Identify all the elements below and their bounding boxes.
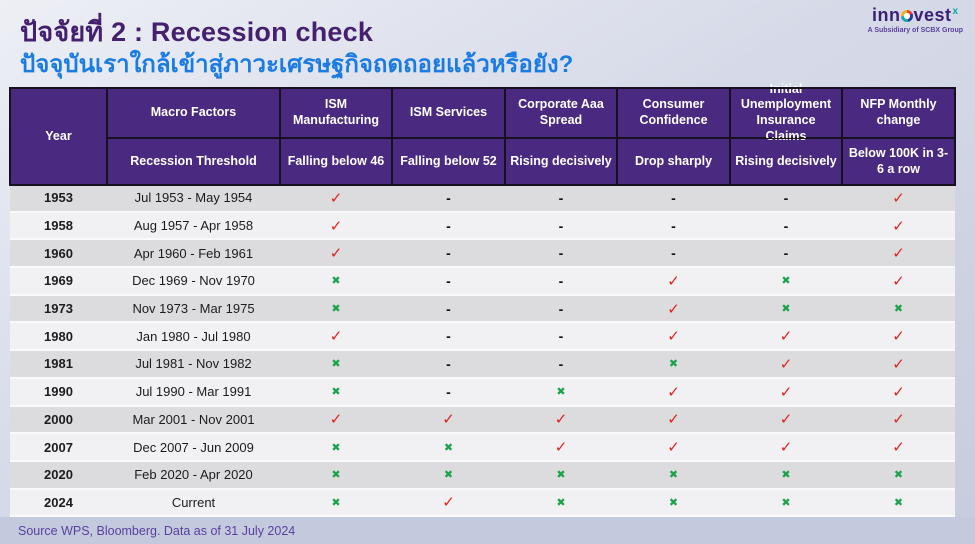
- page-title: ปัจจัยที่ 2 : Recession check: [20, 17, 374, 47]
- period-cell: Jul 1953 - May 1954: [134, 190, 253, 206]
- check-icon: ✓: [329, 189, 343, 207]
- check-icon: ✓: [779, 411, 793, 429]
- dash-icon: -: [558, 328, 564, 345]
- dash-icon: -: [558, 217, 564, 234]
- dash-icon: -: [558, 272, 564, 289]
- table-row: [10, 434, 955, 462]
- dash-icon: -: [446, 217, 451, 234]
- check-icon: ✓: [667, 411, 680, 429]
- footer-bar: [0, 517, 975, 544]
- check-icon: ✓: [779, 383, 793, 401]
- check-icon: ✓: [892, 272, 905, 290]
- table-row: [10, 462, 955, 490]
- header-year: Year: [10, 88, 107, 185]
- table-row: [10, 407, 955, 435]
- table-body: [10, 185, 955, 517]
- dash-icon: -: [446, 300, 451, 317]
- check-icon: ✓: [779, 328, 793, 346]
- year-cell: 2000: [44, 411, 73, 427]
- dash-icon: -: [446, 189, 451, 206]
- period-cell: Dec 2007 - Jun 2009: [133, 439, 254, 455]
- logo-tagline: A Subsidiary of SCBX Group: [867, 26, 963, 34]
- period-cell: Nov 1973 - Mar 1975: [132, 301, 255, 317]
- check-icon: ✓: [892, 383, 905, 401]
- cross-icon: ✖: [331, 469, 341, 482]
- header-factor-initial-claims: Initial Unemployment Insurance Claims: [730, 88, 842, 138]
- cross-icon: ✖: [893, 469, 904, 482]
- cross-icon: ✖: [443, 469, 454, 482]
- cross-icon: ✖: [331, 496, 341, 509]
- logo-o-icon: [901, 10, 913, 22]
- check-icon: ✓: [667, 439, 680, 457]
- cross-icon: ✖: [556, 496, 566, 509]
- check-icon: ✓: [892, 411, 905, 429]
- dash-icon: -: [446, 383, 451, 400]
- table-row: [10, 490, 955, 518]
- cross-icon: ✖: [331, 441, 341, 454]
- table-row: [10, 323, 955, 351]
- period-cell: Current: [171, 494, 216, 510]
- dash-icon: -: [671, 245, 676, 262]
- period-cell: Jul 1981 - Nov 1982: [135, 356, 252, 372]
- logo-text-suffix: vest: [913, 5, 952, 25]
- recession-check-table: [10, 81, 955, 517]
- check-icon: ✓: [892, 439, 905, 457]
- dash-icon: -: [446, 272, 451, 289]
- year-cell: 1973: [44, 301, 73, 317]
- check-icon: ✓: [892, 245, 905, 263]
- check-icon: ✓: [667, 272, 680, 290]
- cross-icon: ✖: [893, 496, 904, 509]
- header-threshold-macro: Recession Threshold: [107, 138, 280, 185]
- header-threshold-corporate-aaa-spread: Rising decisively: [505, 138, 617, 185]
- table-header: [10, 81, 955, 185]
- check-icon: ✓: [892, 189, 905, 207]
- header-threshold-initial-claims: Rising decisively: [730, 138, 842, 185]
- dash-icon: -: [558, 245, 564, 262]
- cross-icon: ✖: [331, 275, 341, 288]
- page-subtitle: ปัจจุบันเราใกล้เข้าสู่ภาวะเศรษฐกิจถดถอยแล้วหรือยัง?: [20, 51, 574, 78]
- dash-icon: -: [783, 189, 789, 206]
- check-icon: ✓: [442, 411, 455, 429]
- year-cell: 1960: [44, 245, 73, 261]
- year-cell: 1980: [44, 328, 73, 344]
- header-threshold-ism-manufacturing: Falling below 46: [280, 138, 392, 185]
- year-cell: 1969: [44, 273, 73, 289]
- period-cell: Apr 1960 - Feb 1961: [133, 245, 254, 261]
- header-factor-nfp-monthly-change: NFP Monthly change: [842, 88, 955, 138]
- dash-icon: -: [558, 300, 564, 317]
- header-factor-ism-manufacturing: ISM Manufacturing: [280, 88, 392, 138]
- period-cell: Dec 1969 - Nov 1970: [132, 273, 255, 289]
- year-cell: 1958: [44, 218, 73, 234]
- table-row: [10, 240, 955, 268]
- table-row: [10, 213, 955, 241]
- check-icon: ✓: [892, 217, 905, 235]
- header-threshold-ism-services: Falling below 52: [392, 138, 505, 185]
- logo-superscript: x: [952, 6, 959, 17]
- check-icon: ✓: [892, 355, 905, 373]
- check-icon: ✓: [667, 300, 680, 318]
- dash-icon: -: [671, 189, 676, 206]
- header-factor-macro: Macro Factors: [107, 88, 280, 138]
- table-row: [10, 296, 955, 324]
- cross-icon: ✖: [668, 496, 679, 509]
- period-cell: Mar 2001 - Nov 2001: [132, 411, 255, 427]
- check-icon: ✓: [442, 494, 455, 512]
- cross-icon: ✖: [443, 441, 454, 454]
- logo-wordmark: [868, 6, 963, 26]
- innovest-logo: [868, 6, 963, 34]
- dash-icon: -: [558, 355, 564, 372]
- header-factor-corporate-aaa-spread: Corporate Aaa Spread: [505, 88, 617, 138]
- check-icon: ✓: [329, 411, 343, 429]
- dash-icon: -: [671, 217, 676, 234]
- check-icon: ✓: [779, 355, 793, 373]
- header-factor-ism-services: ISM Services: [392, 88, 505, 138]
- logo-text-prefix: inn: [871, 5, 901, 25]
- year-cell: 2024: [44, 494, 73, 510]
- dash-icon: -: [783, 245, 789, 262]
- year-cell: 1981: [44, 356, 73, 372]
- header-factor-consumer-confidence: Consumer Confidence: [617, 88, 730, 138]
- dash-icon: -: [446, 355, 451, 372]
- year-cell: 2007: [44, 439, 73, 455]
- header-threshold-consumer-confidence: Drop sharply: [617, 138, 730, 185]
- period-cell: Feb 2020 - Apr 2020: [134, 467, 253, 483]
- cross-icon: ✖: [668, 469, 679, 482]
- check-icon: ✓: [667, 328, 680, 346]
- cross-icon: ✖: [781, 275, 791, 288]
- cross-icon: ✖: [331, 386, 341, 399]
- check-icon: ✓: [329, 217, 343, 235]
- check-icon: ✓: [329, 245, 343, 263]
- header-threshold-nfp-monthly-change: Below 100K in 3-6 a row: [842, 138, 955, 185]
- table-row: [10, 379, 955, 407]
- check-icon: ✓: [554, 439, 568, 457]
- cross-icon: ✖: [668, 358, 679, 371]
- year-cell: 2020: [44, 467, 73, 483]
- cross-icon: ✖: [893, 303, 904, 316]
- check-icon: ✓: [329, 328, 343, 346]
- table-row: [10, 351, 955, 379]
- check-icon: ✓: [892, 328, 905, 346]
- period-cell: Jul 1990 - Mar 1991: [135, 384, 252, 400]
- cross-icon: ✖: [781, 469, 791, 482]
- cross-icon: ✖: [556, 386, 566, 399]
- dash-icon: -: [783, 217, 789, 234]
- cross-icon: ✖: [781, 496, 791, 509]
- check-icon: ✓: [667, 383, 680, 401]
- cross-icon: ✖: [556, 469, 566, 482]
- cross-icon: ✖: [331, 358, 341, 371]
- table-row: [10, 268, 955, 296]
- dash-icon: -: [446, 245, 451, 262]
- year-cell: 1953: [44, 190, 73, 206]
- year-cell: 1990: [44, 384, 73, 400]
- dash-icon: -: [446, 328, 451, 345]
- cross-icon: ✖: [331, 303, 341, 316]
- cross-icon: ✖: [781, 303, 791, 316]
- dash-icon: -: [558, 189, 564, 206]
- table-row: [10, 185, 955, 213]
- check-icon: ✓: [779, 439, 793, 457]
- check-icon: ✓: [554, 411, 568, 429]
- period-cell: Aug 1957 - Apr 1958: [133, 218, 254, 234]
- period-cell: Jan 1980 - Jul 1980: [136, 328, 251, 344]
- source-note: Source WPS, Bloomberg. Data as of 31 July 2024: [18, 523, 296, 538]
